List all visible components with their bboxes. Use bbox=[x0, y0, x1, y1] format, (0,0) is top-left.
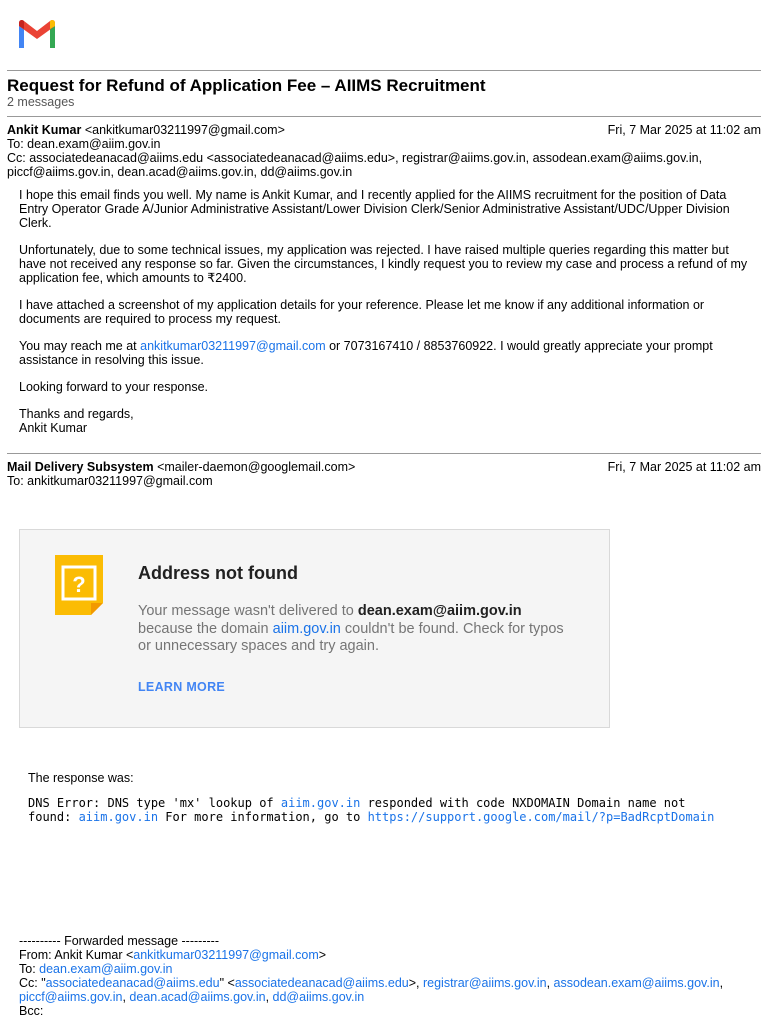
domain-link[interactable]: aiim.gov.in bbox=[272, 620, 341, 637]
body-paragraph: Looking forward to your response. bbox=[19, 380, 208, 394]
forwarded-from: From: Ankit Kumar <ankitkumar03211997@gmail.com> bbox=[19, 948, 327, 962]
email-link[interactable]: ankitkumar03211997@gmail.com bbox=[133, 948, 319, 962]
divider bbox=[7, 453, 761, 454]
bounce-description: Your message wasn't delivered to dean.exam@aiim.gov.in because the domain aiim.gov.in couldn't be found. Check for typos or unnecessary spaces and try again. bbox=[138, 603, 564, 654]
domain-link[interactable]: aiim.gov.in bbox=[78, 810, 159, 824]
dns-error-text: DNS Error: DNS type 'mx' lookup of aiim.gov.in responded with code NXDOMAIN Domain name not found: aiim.gov.in For more information, go to https://support.google.com/mail/?p=BadRcptDomain bbox=[28, 796, 715, 824]
forwarded-bcc: Bcc: bbox=[19, 1004, 44, 1018]
gmail-logo-icon bbox=[16, 18, 58, 50]
cc-line: Cc: associatedeanacad@aiims.edu <associatedeanacad@aiims.edu>, registrar@aiims.gov.in, assodean.exam@aiims.gov.in, bbox=[7, 151, 703, 165]
message-count: 2 messages bbox=[7, 95, 75, 109]
email-link[interactable]: dean.acad@aiims.gov.in bbox=[129, 990, 266, 1004]
body-paragraph: Unfortunately, due to some technical issues, my application was rejected. I have raised multiple queries regarding this matter but have not received any response so far. Given the circumstances, I kindly request you to review my case and process a refund of my application fee, which amounts to ₹2400. bbox=[19, 243, 748, 285]
body-paragraph: I have attached a screenshot of my application details for your reference. Please let me know if any additional information or documents are required to process my request. bbox=[19, 298, 705, 326]
divider bbox=[7, 116, 761, 117]
domain-link[interactable]: aiim.gov.in bbox=[280, 796, 361, 810]
sender-name: Mail Delivery Subsystem bbox=[7, 460, 154, 474]
cc-line-continued: piccf@aiims.gov.in, dean.acad@aiims.gov.in, dd@aiims.gov.in bbox=[7, 165, 353, 179]
failed-address: dean.exam@aiim.gov.in bbox=[357, 603, 522, 619]
email-link[interactable]: registrar@aiims.gov.in bbox=[422, 976, 547, 990]
forwarded-to: To: dean.exam@aiim.gov.in bbox=[19, 962, 173, 976]
thread-subject: Request for Refund of Application Fee – AIIMS Recruitment bbox=[7, 76, 486, 95]
to-line: To: ankitkumar03211997@gmail.com bbox=[7, 474, 213, 488]
learn-more-link[interactable]: LEARN MORE bbox=[138, 680, 226, 694]
to-line: To: dean.exam@aiim.gov.in bbox=[7, 137, 161, 151]
email-link[interactable]: associatedeanacad@aiims.edu bbox=[45, 976, 220, 990]
bounce-notice-card bbox=[19, 529, 610, 728]
response-label: The response was: bbox=[28, 771, 134, 785]
forwarded-cc-continued: piccf@aiims.gov.in, dean.acad@aiims.gov.in, dd@aiims.gov.in bbox=[19, 990, 365, 1004]
body-paragraph: You may reach me at ankitkumar03211997@gmail.com or 7073167410 / 8853760922. I would greatly appreciate your prompt assistance in resolving this issue. bbox=[19, 339, 713, 367]
email-link[interactable]: dd@aiims.gov.in bbox=[272, 990, 365, 1004]
divider bbox=[7, 70, 761, 71]
support-link[interactable]: https://support.google.com/mail/?p=BadRcptDomain bbox=[367, 810, 715, 824]
message-date: Fri, 7 Mar 2025 at 11:02 am bbox=[607, 123, 761, 137]
email-link[interactable]: piccf@aiims.gov.in bbox=[19, 990, 123, 1004]
message-date: Fri, 7 Mar 2025 at 11:02 am bbox=[607, 460, 761, 474]
forwarded-header: ---------- Forwarded message --------- bbox=[19, 934, 219, 948]
message-body bbox=[19, 188, 754, 435]
email-link[interactable]: dean.exam@aiim.gov.in bbox=[39, 962, 173, 976]
sender-name: Ankit Kumar bbox=[7, 123, 82, 137]
sender-address: <mailer-daemon@googlemail.com> bbox=[157, 460, 356, 474]
sender-address: <ankitkumar03211997@gmail.com> bbox=[84, 123, 285, 137]
email-link[interactable]: ankitkumar03211997@gmail.com bbox=[140, 339, 326, 353]
forwarded-message bbox=[19, 934, 723, 1018]
forwarded-cc: Cc: "associatedeanacad@aiims.edu" <associatedeanacad@aiims.edu>, registrar@aiims.gov.in, assodean.exam@aiims.gov.in, bbox=[19, 976, 724, 990]
message-header bbox=[7, 460, 761, 488]
body-paragraph: I hope this email finds you well. My name is Ankit Kumar, and I recently applied for the AIIMS recruitment for the position of Data Entry Operator Grade A/Junior Administrative Assistant/Lower Division Clerk/Senior Administrative Assistant/UDC/Upper Division Clerk. bbox=[19, 188, 730, 230]
signature-name: Ankit Kumar bbox=[19, 421, 88, 435]
message-header bbox=[7, 123, 761, 179]
signature-line: Thanks and regards, bbox=[19, 407, 134, 421]
bounce-title: Address not found bbox=[138, 563, 298, 583]
svg-text:?: ? bbox=[72, 572, 86, 597]
warning-document-icon bbox=[55, 555, 103, 615]
email-link[interactable]: associatedeanacad@aiims.edu bbox=[234, 976, 409, 990]
email-link[interactable]: assodean.exam@aiims.gov.in bbox=[553, 976, 720, 990]
